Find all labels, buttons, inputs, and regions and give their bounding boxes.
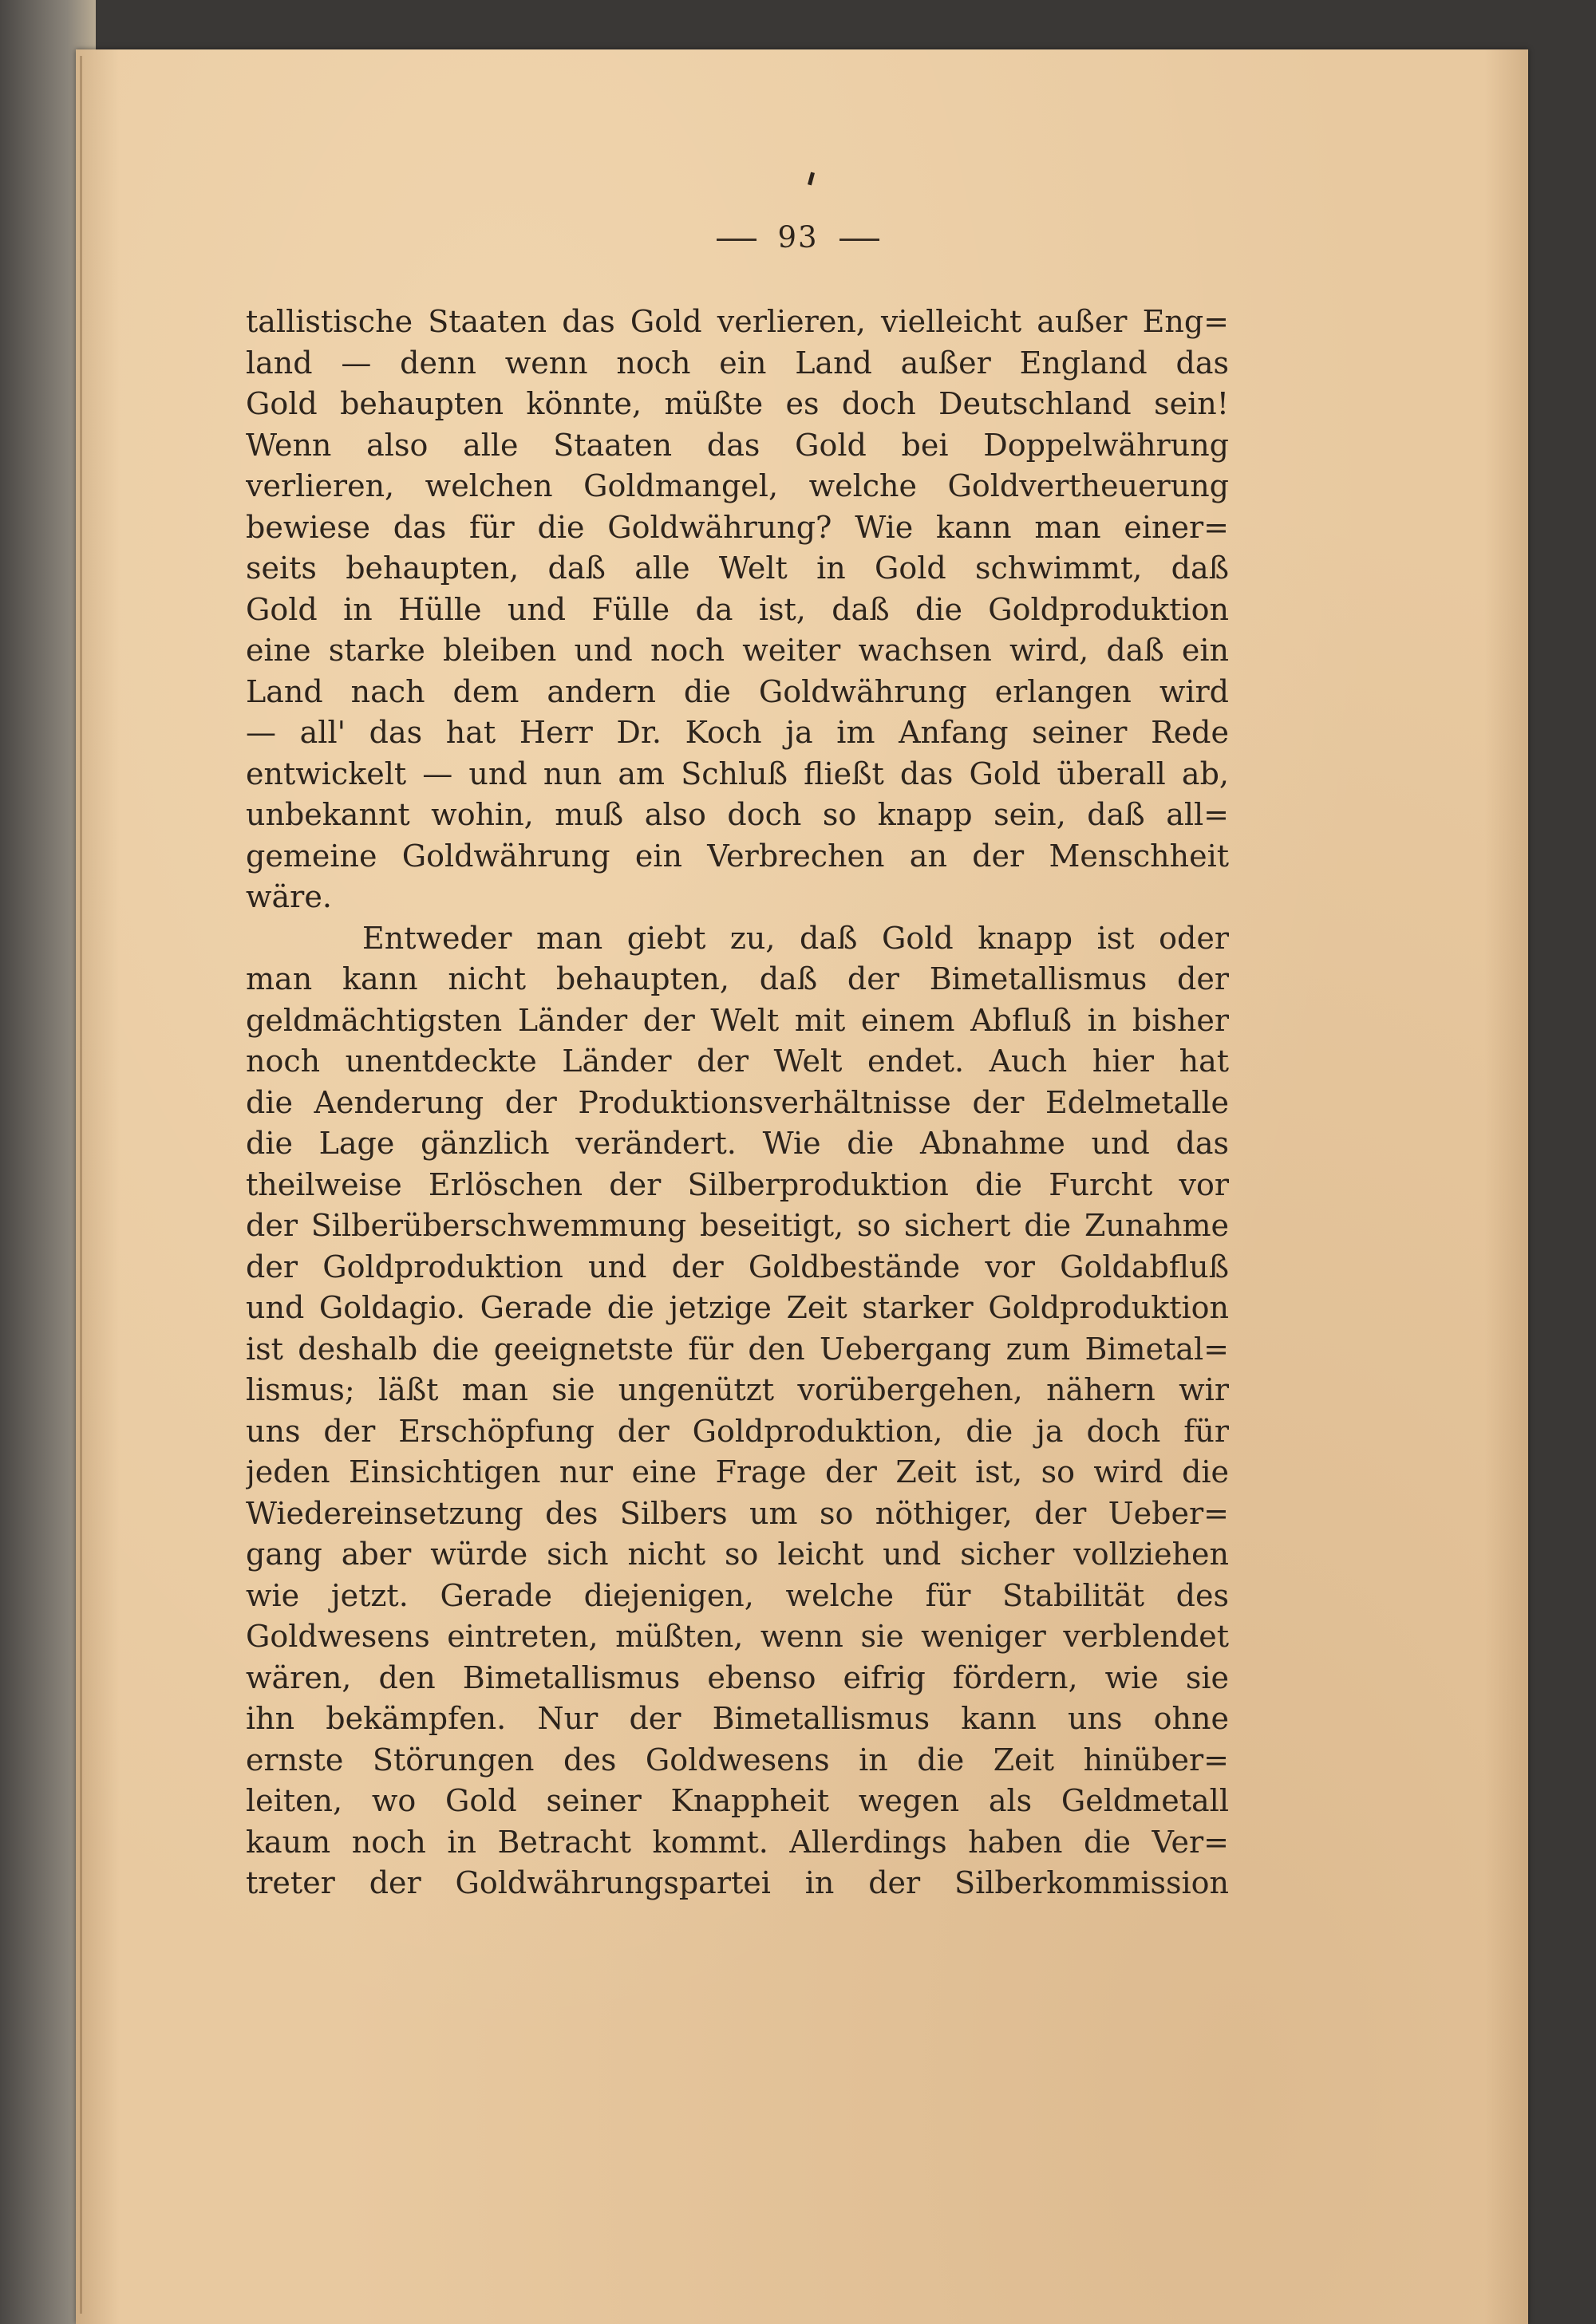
text-line: land — denn wenn noch ein Land außer England das: [246, 345, 1229, 381]
text-line: gang aber würde sich nicht so leicht und sicher vollziehen: [246, 1537, 1229, 1572]
text-line: Wiedereinsetzung des Silbers um so nöthiger, der Ueber=: [246, 1495, 1229, 1531]
text-line: verlieren, welchen Goldmangel, welche Goldvertheuerung: [246, 468, 1229, 503]
header-dash-left: [717, 239, 757, 241]
text-line: entwickelt — und nun am Schluß fließt das Gold überall ab,: [246, 756, 1229, 791]
text-line: Gold in Hülle und Fülle da ist, daß die Goldproduktion: [246, 591, 1229, 627]
text-line: — all' das hat Herr Dr. Koch ja im Anfang seiner Rede: [246, 715, 1229, 750]
page-number: 93: [777, 220, 819, 254]
text-line: geldmächtigsten Länder der Welt mit einem Abfluß in bisher: [246, 1002, 1229, 1038]
text-line: Wenn also alle Staaten das Gold bei Doppelwährung: [246, 427, 1229, 463]
text-line: eine starke bleiben und noch weiter wachsen wird, daß ein: [246, 633, 1229, 668]
text-line: und Goldagio. Gerade die jetzige Zeit starker Goldproduktion: [246, 1290, 1229, 1325]
text-line: ernste Störungen des Goldwesens in die Zeit hinüber=: [246, 1742, 1229, 1778]
text-line: ist deshalb die geeignetste für den Uebergang zum Bimetal=: [246, 1331, 1229, 1367]
text-line: die Lage gänzlich verändert. Wie die Abnahme und das: [246, 1126, 1229, 1161]
text-line: wie jetzt. Gerade diejenigen, welche für Stabilität des: [246, 1577, 1229, 1613]
text-line: theilweise Erlöschen der Silberproduktion die Furcht vor: [246, 1166, 1229, 1202]
text-line: bewiese das für die Goldwährung? Wie kann man einer=: [246, 509, 1229, 545]
header-dash-right: [839, 239, 879, 241]
page-edge-shadow: [80, 56, 82, 2314]
text-line: seits behaupten, daß alle Welt in Gold schwimmt, daß: [246, 550, 1229, 586]
text-line: der Goldproduktion und der Goldbestände vor Goldabfluß: [246, 1249, 1229, 1284]
text-line: wären, den Bimetallismus ebenso eifrig fördern, wie sie: [246, 1659, 1229, 1695]
text-line: Entweder man giebt zu, daß Gold knapp ist oder: [362, 920, 1229, 956]
text-line: Goldwesens eintreten, müßten, wenn sie weniger verblendet: [246, 1619, 1229, 1654]
text-line: jeden Einsichtigen nur eine Frage der Zeit ist, so wird die: [246, 1454, 1229, 1489]
text-line: tallistische Staaten das Gold verlieren, vielleicht außer Eng=: [246, 304, 1229, 339]
text-line: unbekannt wohin, muß also doch so knapp sein, daß all=: [246, 797, 1229, 832]
text-line: Gold behaupten könnte, müßte es doch Deutschland sein!: [246, 386, 1229, 421]
text-line: kaum noch in Betracht kommt. Allerdings haben die Ver=: [246, 1824, 1229, 1860]
text-line: gemeine Goldwährung ein Verbrechen an der Menschheit: [246, 838, 1229, 874]
text-line: der Silberüberschwemmung beseitigt, so sichert die Zunahme: [246, 1208, 1229, 1243]
text-line: leiten, wo Gold seiner Knappheit wegen als Geldmetall: [246, 1783, 1229, 1818]
text-line: noch unentdeckte Länder der Welt endet. Auch hier hat: [246, 1044, 1229, 1079]
text-line: wäre.: [246, 879, 332, 914]
body-text: [246, 302, 1229, 1904]
text-line: uns der Erschöpfung der Goldproduktion, die ja doch für: [246, 1413, 1229, 1449]
text-line: treter der Goldwährungspartei in der Silberkommission: [246, 1865, 1229, 1900]
text-line: ihn bekämpfen. Nur der Bimetallismus kann uns ohne: [246, 1701, 1229, 1736]
text-line: die Aenderung der Produktionsverhältnisse der Edelmetalle: [246, 1084, 1229, 1120]
text-line: Land nach dem andern die Goldwährung erlangen wird: [246, 673, 1229, 709]
text-line: lismus; läßt man sie ungenützt vorübergehen, nähern wir: [246, 1372, 1229, 1407]
text-line: man kann nicht behaupten, daß der Bimetallismus der: [246, 961, 1229, 996]
page-header: [0, 220, 1596, 254]
